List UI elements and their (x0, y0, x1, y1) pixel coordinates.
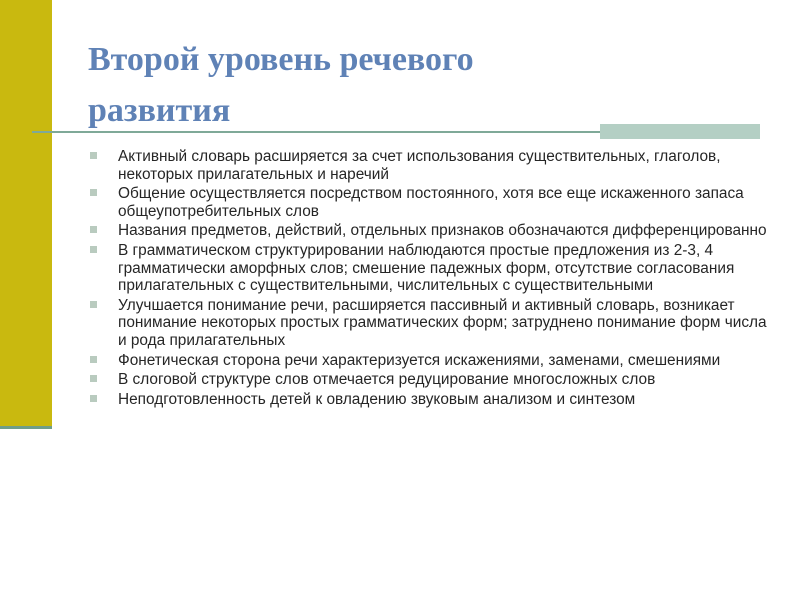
bullet-item (88, 371, 768, 389)
slide-title (88, 34, 688, 136)
bullet-square-icon (90, 226, 97, 233)
bullet-text: Общение осуществляется посредством постоянного, хотя все еще искаженного запаса общеупотребительных слов (118, 185, 744, 220)
bullet-item (88, 242, 768, 295)
bullet-square-icon (90, 301, 97, 308)
bullet-item (88, 222, 768, 240)
bullet-text: Улучшается понимание речи, расширяется пассивный и активный словарь, возникает понимание некоторых простых грамматических форм; затруднено понимание форм числа и рода прилагательных (118, 296, 767, 349)
bullet-square-icon (90, 395, 97, 402)
title-line-1: Второй уровень речевого (88, 41, 474, 78)
bullet-text: Фонетическая сторона речи характеризуется искажениями, заменами, смешениями (118, 351, 721, 369)
bullet-square-icon (90, 152, 97, 159)
bullet-item (88, 148, 768, 183)
bullet-text: Активный словарь расширяется за счет использования существительных, глаголов, некоторых прилагательных и наречий (118, 148, 721, 183)
bullet-item (88, 297, 768, 350)
bullet-item (88, 391, 768, 409)
bullet-text: Неподготовленность детей к овладению звуковым анализом и синтезом (118, 390, 636, 408)
bullet-item (88, 352, 768, 370)
bullet-text: В грамматическом структурировании наблюдаются простые предложения из 2-3, 4 грамматически аморфных слов; смешение падежных форм, отсутствие согласования прилагательных с существительными, числительных с существительными (118, 241, 735, 295)
bullet-list (88, 148, 768, 410)
bullet-square-icon (90, 375, 97, 382)
decorative-sidebar (0, 0, 52, 428)
bullet-text: В слоговой структуре слов отмечается редуцирование многосложных слов (118, 371, 656, 389)
bullet-text: Названия предметов, действий, отдельных признаков обозначаются дифференцированно (118, 222, 767, 240)
sidebar-edge (0, 426, 52, 429)
bullet-square-icon (90, 189, 97, 196)
bullet-square-icon (90, 246, 97, 253)
bullet-square-icon (90, 356, 97, 363)
title-line-2: развития (88, 92, 231, 129)
bullet-item (88, 185, 768, 220)
title-accent-block (600, 124, 760, 139)
